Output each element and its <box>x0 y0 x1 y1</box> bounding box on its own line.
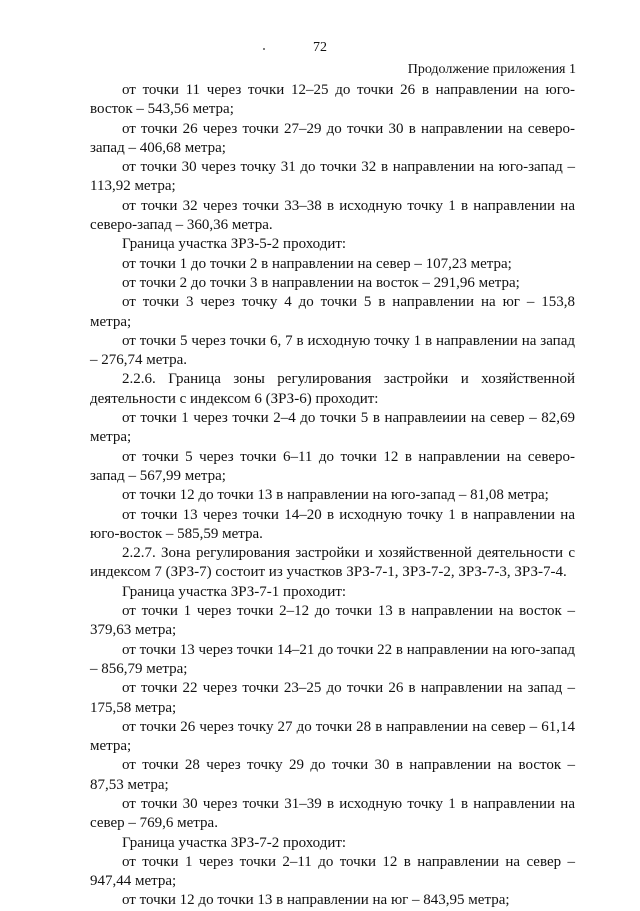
page-number: 72 <box>313 40 327 55</box>
paragraph: от точки 32 через точки 33–38 в исходную точку 1 в направлении на северо-запад – 360,36 метра. <box>90 197 575 234</box>
paragraph: от точки 11 через точки 12–25 до точки 26 в направлении на юго-восток – 543,56 метра; <box>90 82 575 118</box>
paragraph: от точки 22 через точки 23–25 до точки 26 в направлении на запад – 175,58 метра; <box>90 680 575 716</box>
paragraph: от точки 26 через точку 27 до точки 28 в направлении на север – 61,14 метра; <box>90 718 575 755</box>
paragraph: от точки 1 через точки 2–4 до точки 5 в направлеиии на север – 82,69 метра; <box>90 410 575 446</box>
section-heading: 2.2.7. Зона регулирования застройки и хозяйственной деятельности с индексом 7 (ЗРЗ-7) состоит из участков ЗРЗ-7-1, ЗРЗ-7-2, ЗРЗ-7-3, ЗРЗ-7-4. <box>90 545 575 581</box>
paragraph: от точки 30 через точку 31 до точки 32 в направлении на юго-запад – 113,92 метра; <box>90 159 575 195</box>
paragraph: от точки 5 через точки 6–11 до точки 12 в направлении на северо-запад – 567,99 метра; <box>90 448 575 484</box>
paragraph: от точки 12 до точки 13 в направлении на юго-запад – 81,08 метра; <box>122 487 549 504</box>
paragraph: от точки 1 через точки 2–11 до точки 12 в направлении на север – 947,44 метра; <box>90 853 575 890</box>
section-heading: Граница участка ЗРЗ-7-1 проходит: <box>122 583 347 600</box>
paragraph: от точки 2 до точки 3 в направлении на восток – 291,96 метра; <box>122 274 520 291</box>
section-heading: Граница участка ЗРЗ-5-2 проходит: <box>122 236 347 253</box>
paragraph: от точки 5 через точки 6, 7 в исходную точку 1 в направлении на запад – 276,74 метра. <box>90 332 575 369</box>
paragraph: от точки 13 через точки 14–21 до точки 22 в направлении на юго-запад – 856,79 метра; <box>90 641 575 677</box>
paragraph: от точки 13 через точки 14–20 в исходную точку 1 в направлении на юго-восток – 585,59 метра. <box>90 506 575 542</box>
scan-dot <box>263 48 265 50</box>
paragraph: от точки 1 до точки 2 в направлении на север – 107,23 метра; <box>122 255 512 272</box>
paragraph: от точки 28 через точку 29 до точки 30 в направлении на восток – 87,53 метра; <box>90 757 575 793</box>
section-heading: Граница участка ЗРЗ-7-2 проходит: <box>122 834 347 851</box>
document-body <box>90 81 575 911</box>
section-heading: 2.2.6. Граница зоны регулирования застройки и хозяйственной деятельности с индексом 6 (ЗРЗ-6) проходит: <box>90 371 575 407</box>
appendix-continuation-note: Продолжение приложения 1 <box>407 62 576 77</box>
paragraph: от точки 26 через точки 27–29 до точки 30 в направлении на северо-запад – 406,68 метра; <box>90 120 575 156</box>
paragraph: от точки 1 через точки 2–12 до точки 13 в направлении на восток – 379,63 метра; <box>90 603 575 639</box>
paragraph: от точки 12 до точки 13 в направлении на юг – 843,95 метра; <box>122 892 510 909</box>
paragraph: от точки 30 через точки 31–39 в исходную точку 1 в направлении на север – 769,6 метра. <box>90 795 575 832</box>
paragraph: от точки 3 через точку 4 до точки 5 в направлении на юг – 153,8 метра; <box>90 294 575 330</box>
